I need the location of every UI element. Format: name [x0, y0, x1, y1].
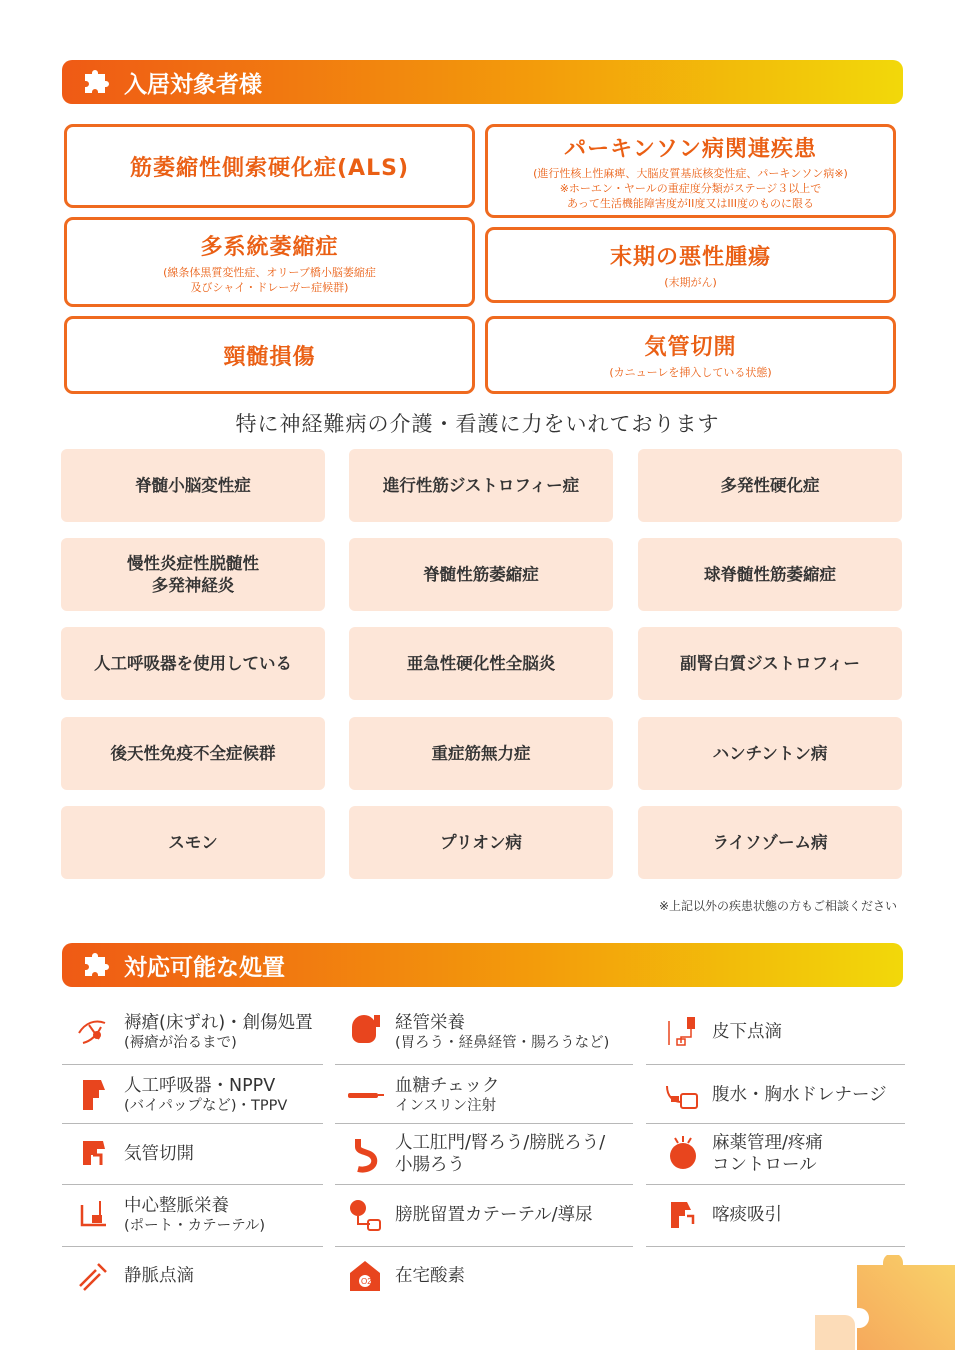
target-sub: (線条体黒質変性症、オリーブ橋小脳萎縮症 [163, 265, 376, 279]
procedure-main: 人工呼吸器・NPPV [124, 1075, 276, 1096]
neuro-heading: 特に神経難病の介護・看護に力をいれております [235, 412, 720, 436]
procedure-main: 気管切開 [124, 1144, 194, 1164]
target-box-parkinson [485, 124, 896, 218]
stoma-icon [345, 1134, 385, 1174]
disease-card [638, 717, 902, 790]
divider [335, 1246, 633, 1247]
divider [62, 1064, 323, 1065]
target-sub: ※ホーエン・ヤールの重症度分類がステージ３以上で [559, 181, 822, 195]
procedure-item [345, 1124, 605, 1184]
procedure-item [345, 1246, 465, 1306]
target-sub: あって生活機能障害度がII度又はIII度のものに限る [566, 196, 815, 210]
procedure-main: 麻薬管理/疼痛 [712, 1133, 823, 1153]
section-header-procedures [62, 943, 903, 987]
procedure-sub: (褥瘡が治るまで) [124, 1034, 237, 1051]
target-title: 末期の悪性腫瘍 [609, 245, 771, 270]
procedure-main: 静脈点滴 [124, 1266, 194, 1286]
pain-management-icon [662, 1134, 702, 1174]
puzzle-icon [82, 952, 114, 978]
disease-label: ハンチントン病 [712, 743, 828, 763]
target-sub: (進行性核上性麻痺、大脳皮質基底核変性症、パーキンソン病※) [533, 166, 848, 180]
disease-label: 進行性筋ジストロフィー症 [382, 475, 580, 495]
ventilator-icon [74, 1075, 114, 1115]
target-box-cervical [64, 316, 475, 394]
divider [646, 1123, 905, 1124]
procedure-main: 中心整脈栄養 [124, 1195, 229, 1216]
venous-drip-icon [74, 1256, 114, 1296]
target-title: 気管切開 [644, 335, 737, 360]
svg-text:O2: O2 [361, 1277, 372, 1286]
disease-label: 脊髄小脳変性症 [135, 475, 251, 495]
puzzle-icon [82, 69, 114, 95]
suction-icon [662, 1195, 702, 1235]
procedure-sub: 小腸ろう [395, 1155, 465, 1175]
disease-card [349, 538, 613, 611]
glucose-pen-icon [345, 1075, 385, 1115]
disease-card [349, 627, 613, 700]
procedure-sub: インスリン注射 [395, 1097, 497, 1114]
procedure-main: 血糖チェック [395, 1075, 500, 1096]
disease-card [61, 717, 325, 790]
disease-label: 亜急性硬化性全脳炎 [406, 653, 556, 673]
procedure-main: 人工肛門/腎ろう/膀胱ろう/ [395, 1133, 606, 1153]
disease-label: 多発性硬化症 [720, 475, 820, 495]
procedure-item [662, 1002, 782, 1062]
target-box-als [64, 124, 475, 208]
procedure-item [74, 1185, 265, 1245]
procedure-main: 皮下点滴 [712, 1022, 782, 1042]
target-title: 多系統萎縮症 [200, 234, 339, 260]
divider [646, 1246, 905, 1247]
disease-label: プリオン病 [440, 832, 522, 852]
divider [646, 1184, 905, 1185]
disease-card [349, 449, 613, 522]
procedure-item [74, 1065, 287, 1125]
disease-card [61, 627, 325, 700]
tracheotomy-icon [74, 1134, 114, 1174]
target-sub: 及びシャイ・ドレーガー症候群) [190, 280, 349, 294]
procedure-item [345, 1002, 609, 1062]
target-title: 頸髄損傷 [223, 344, 316, 370]
procedure-item [662, 1065, 887, 1125]
procedure-item [74, 1124, 194, 1184]
divider [335, 1184, 633, 1185]
disease-label: 重症筋無力症 [431, 743, 531, 763]
procedure-item [345, 1185, 593, 1245]
target-box-tracheotomy [485, 316, 896, 394]
target-title: 筋萎縮性側索硬化症(ALS) [130, 155, 409, 181]
tube-feeding-icon [345, 1012, 385, 1052]
procedure-item [74, 1246, 194, 1306]
disease-label: 多発神経炎 [151, 575, 235, 595]
target-title: パーキンソン病関連疾患 [564, 136, 817, 162]
corner-puzzle-icon [815, 1255, 955, 1350]
procedure-sub: (バイパップなど)・TPPV [124, 1097, 288, 1114]
target-sub: (末期がん) [664, 276, 717, 289]
divider [335, 1064, 633, 1065]
disease-card [349, 717, 613, 790]
disease-label: ライソゾーム病 [712, 832, 828, 852]
disease-label: 後天性免疫不全症候群 [110, 743, 276, 763]
home-oxygen-icon [345, 1256, 385, 1296]
procedure-main: 喀痰吸引 [712, 1205, 782, 1225]
divider [335, 1123, 633, 1124]
disease-card [349, 806, 613, 879]
divider [62, 1246, 323, 1247]
disease-label: 副腎白質ジストロフィー [680, 653, 860, 673]
disease-card [638, 627, 902, 700]
procedure-sub: (胃ろう・経鼻経管・腸ろうなど) [395, 1034, 610, 1051]
disease-label: 人工呼吸器を使用している [94, 653, 292, 673]
disease-label: 慢性炎症性脱髄性 [127, 553, 259, 573]
procedure-main: 膀胱留置カテーテル/導尿 [395, 1205, 593, 1225]
procedure-item [662, 1124, 823, 1184]
procedure-item [74, 1002, 313, 1062]
disease-label: 球脊髄性筋萎縮症 [704, 564, 836, 584]
procedure-main: 腹水・胸水ドレナージ [712, 1085, 887, 1105]
disease-card [638, 806, 902, 879]
drainage-icon [662, 1075, 702, 1115]
section-title: 対応可能な処置 [124, 954, 285, 981]
divider [62, 1123, 323, 1124]
divider [646, 1064, 905, 1065]
procedure-item [662, 1185, 782, 1245]
procedure-main: 在宅酸素 [395, 1266, 465, 1286]
iv-drip-icon [662, 1012, 702, 1052]
procedure-main: 褥瘡(床ずれ)・創傷処置 [124, 1012, 313, 1033]
consultation-note: ※上記以外の疾患状態の方もご相談ください [658, 899, 897, 913]
disease-card [61, 806, 325, 879]
catheter-icon [345, 1195, 385, 1235]
disease-card [61, 449, 325, 522]
disease-label: 脊髄性筋萎縮症 [423, 564, 539, 584]
section-header-residents [62, 60, 903, 104]
section-title: 入居対象者様 [124, 71, 262, 98]
procedure-item [345, 1065, 499, 1125]
procedure-main: 経管栄養 [395, 1012, 465, 1033]
bedsore-icon [74, 1012, 114, 1052]
disease-card [638, 538, 902, 611]
procedure-sub: コントロール [712, 1155, 817, 1175]
target-sub: (カニューレを挿入している状態) [609, 366, 772, 379]
disease-card [638, 449, 902, 522]
disease-card [61, 538, 325, 611]
target-box-cancer [485, 227, 896, 303]
disease-label: スモン [168, 832, 218, 852]
target-box-msa [64, 217, 475, 307]
divider [62, 1184, 323, 1185]
central-venous-icon [74, 1195, 114, 1235]
procedure-sub: (ポート・カテーテル) [124, 1217, 266, 1234]
